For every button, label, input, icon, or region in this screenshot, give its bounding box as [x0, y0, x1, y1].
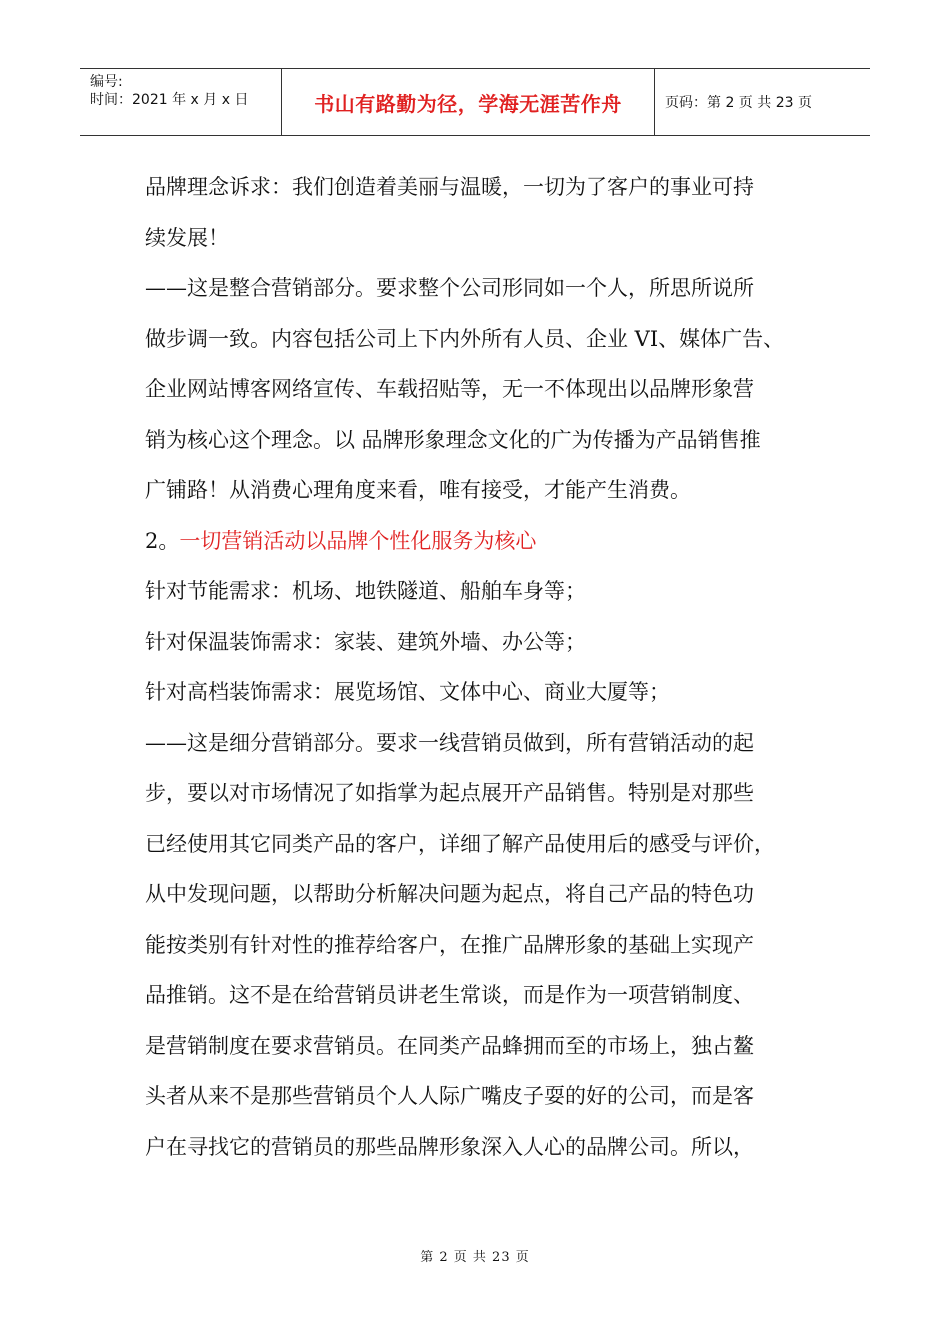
- body-line: 续发展！: [145, 225, 229, 250]
- body-line: 步，要以对市场情况了如指掌为起点展开产品销售。特别是对那些: [145, 781, 754, 805]
- body-line: 品牌理念诉求：我们创造着美丽与温暖，一切为了客户的事业可持: [145, 175, 754, 199]
- body-line: 已经使用其它同类产品的客户，详细了解产品使用后的感受与评价，: [145, 831, 775, 856]
- header-page-label: 页码：第 2 页 共 23 页: [665, 95, 812, 111]
- body-line: 企业网站博客网络宣传、车载招贴等，无一不体现出以品牌形象营: [145, 377, 754, 401]
- document-header: [80, 68, 870, 136]
- code-label: 编号:: [90, 74, 123, 90]
- time-label: 时间：2021 年 x 月 x 日: [90, 92, 249, 108]
- body-line: 从中发现问题，以帮助分析解决问题为起点，将自己产品的特色功: [145, 882, 754, 906]
- body-line: 广铺路！从消费心理角度来看，唯有接受，才能产生消费。: [145, 478, 691, 502]
- body-line: ——这是细分营销部分。要求一线营销员做到，所有营销活动的起: [145, 730, 754, 755]
- header-meta: [80, 69, 282, 135]
- body-line: 能按类别有针对性的推荐给客户，在推广品牌形象的基础上实现产: [145, 932, 754, 957]
- body-line: ——这是整合营销部分。要求整个公司形同如一个人，所思所说所: [145, 276, 754, 300]
- body-line: 针对节能需求：机场、地铁隧道、船舶车身等；: [145, 579, 586, 603]
- body-line: 针对保温装饰需求：家装、建筑外墙、办公等；: [145, 629, 586, 654]
- body-line: 品推销。这不是在给营销员讲老生常谈，而是作为一项营销制度、: [145, 983, 754, 1007]
- body-line: 销为核心这个理念。以 品牌形象理念文化的广为传播为产品销售推: [145, 427, 761, 452]
- body-line: 头者从来不是那些营销员个人人际广嘴皮子耍的好的公司，而是客: [145, 1084, 754, 1108]
- body-line: 是营销制度在要求营销员。在同类产品蜂拥而至的市场上，独占鳌: [145, 1033, 754, 1058]
- section-heading: [145, 516, 815, 567]
- header-motto: 书山有路勤为径，学海无涯苦作舟: [282, 69, 655, 135]
- body-line: 做步调一致。内容包括公司上下内外所有人员、企业 VI、媒体广告、: [145, 326, 785, 351]
- document-body: [145, 162, 815, 1172]
- page-footer: 第 2 页 共 23 页: [420, 1250, 530, 1265]
- body-line: 针对高档装饰需求：展览场馆、文体中心、商业大厦等；: [145, 680, 670, 704]
- section-number: 2。: [145, 528, 180, 553]
- body-line: 户在寻找它的营销员的那些品牌形象深入人心的品牌公司。所以，: [145, 1134, 754, 1159]
- section-title: 一切营销活动以品牌个性化服务为核心: [179, 528, 537, 553]
